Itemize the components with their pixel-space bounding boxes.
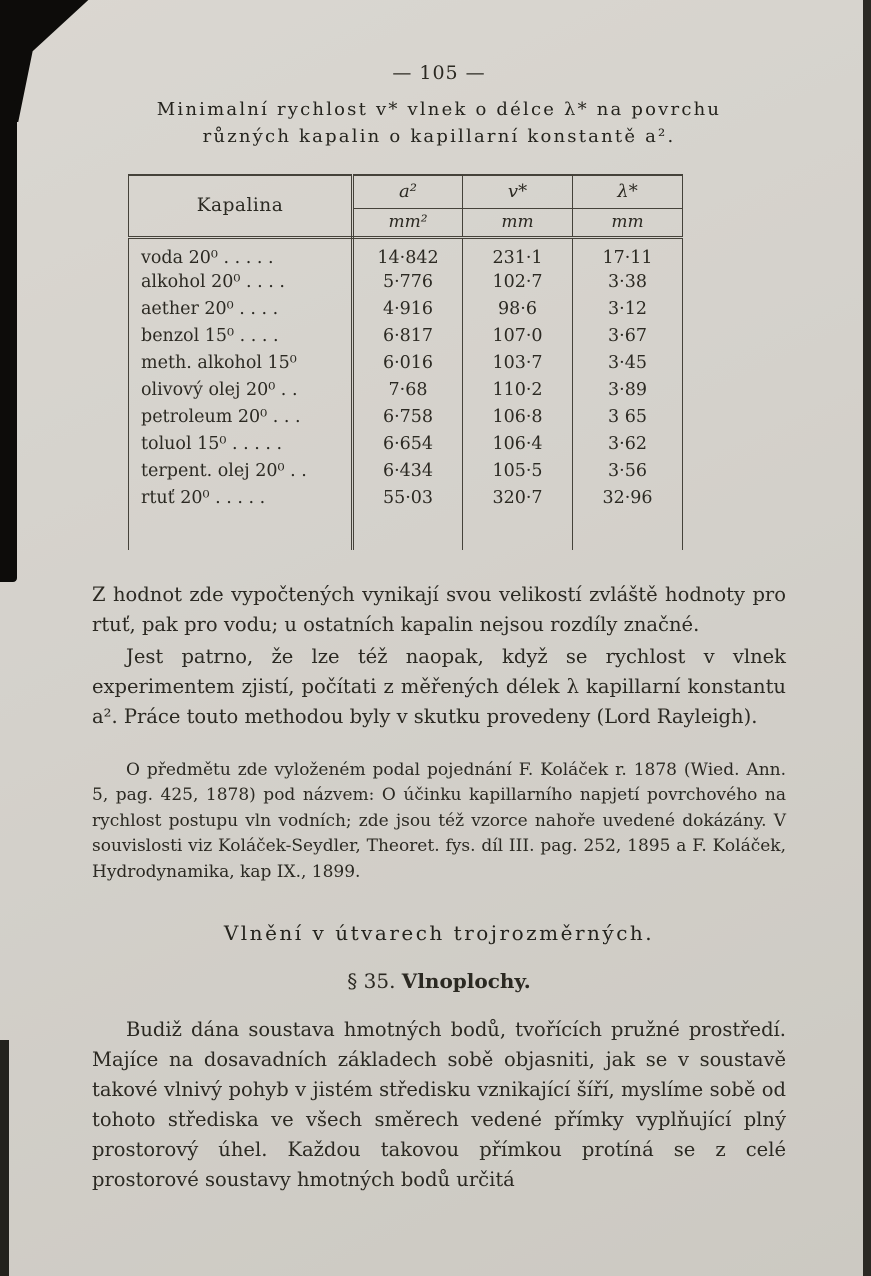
table-title xyxy=(92,96,786,150)
liquid-cell: toluol 15⁰ . . . . . xyxy=(129,431,353,458)
v-cell: 320·7 xyxy=(463,485,573,512)
table-spacer-row xyxy=(129,512,683,550)
a2-cell: 6·654 xyxy=(353,431,463,458)
table-row xyxy=(129,458,683,485)
v-cell: 106·8 xyxy=(463,404,573,431)
lambda-cell: 3·67 xyxy=(573,323,683,350)
table-row xyxy=(129,350,683,377)
header-lambda-unit: mm xyxy=(573,208,683,237)
section-subheading xyxy=(92,969,786,993)
liquid-cell: aether 20⁰ . . . . xyxy=(129,296,353,323)
table-header xyxy=(129,175,683,237)
table-row xyxy=(129,237,683,269)
lambda-cell: 3·12 xyxy=(573,296,683,323)
page-number: — 105 — xyxy=(392,62,486,84)
section-title: Vlnoplochy. xyxy=(401,969,531,994)
lambda-cell: 3·89 xyxy=(573,377,683,404)
a2-cell: 6·016 xyxy=(353,350,463,377)
v-cell: 105·5 xyxy=(463,458,573,485)
v-cell: 107·0 xyxy=(463,323,573,350)
table-row xyxy=(129,485,683,512)
a2-cell: 14·842 xyxy=(353,237,463,269)
a2-cell: 55·03 xyxy=(353,485,463,512)
header-lambda-symbol: λ* xyxy=(573,175,683,208)
lambda-cell: 32·96 xyxy=(573,485,683,512)
header-v-symbol: v* xyxy=(463,175,573,208)
table-body xyxy=(129,237,683,550)
table-row xyxy=(129,431,683,458)
v-cell: 102·7 xyxy=(463,269,573,296)
v-cell: 98·6 xyxy=(463,296,573,323)
v-cell: 103·7 xyxy=(463,350,573,377)
paragraph-1: Z hodnot zde vypočtených vynikají svou velikostí zvláště hodnoty pro rtuť, pak pro vodu; u ostatních kapalin nejsou rozdíly značné. xyxy=(92,582,786,636)
liquid-cell: olivový olej 20⁰ . . xyxy=(129,377,353,404)
lambda-cell: 3·62 xyxy=(573,431,683,458)
a2-cell: 6·758 xyxy=(353,404,463,431)
table-row xyxy=(129,377,683,404)
liquid-cell: alkohol 20⁰ . . . . xyxy=(129,269,353,296)
scan-artifact-right-edge xyxy=(863,0,871,1276)
paragraph-3-footnote: O předmětu zde vyloženém podal pojednání F. Koláček r. 1878 (Wied. Ann. 5, pag. 425, 1878) pod názvem: O účinku kapillarního napjetí povrchového na rychlost postupu vln vodních; zde jsou též vzorce nahoře uvedené dokázány. V souvislosti viz Koláček-Seydler, Theoret. fys. díl III. pag. 252, 1895 a F. Koláček, Hydrodynamika, kap IX., 1899. xyxy=(92,759,786,882)
lambda-cell: 3 65 xyxy=(573,404,683,431)
a2-cell: 6·434 xyxy=(353,458,463,485)
a2-cell: 4·916 xyxy=(353,296,463,323)
paragraph-4: Budiž dána soustava hmotných bodů, tvořících pružné prostředí. Majíce na dosavadních základech sobě objasniti, jak se v soustavě takové vlnivý pohyb v jistém středisku vznikající šíří, myslíme sobě od tohoto střediska ve všech směrech vedené přímky vyplňující plný prostorový úhel. Každou takovou přímkou protíná se z celé prostorové soustavy hmotných bodů určitá xyxy=(92,1018,786,1192)
lambda-cell: 3·45 xyxy=(573,350,683,377)
v-cell: 110·2 xyxy=(463,377,573,404)
liquid-cell: rtuť 20⁰ . . . . . xyxy=(129,485,353,512)
lambda-cell: 3·56 xyxy=(573,458,683,485)
header-kapalina: Kapalina xyxy=(129,175,353,237)
a2-cell: 6·817 xyxy=(353,323,463,350)
liquid-cell: voda 20⁰ . . . . . xyxy=(129,237,353,269)
table-row xyxy=(129,269,683,296)
table-title-line1: Minimalní rychlost v* vlnek o délce λ* na povrchu xyxy=(156,99,722,120)
table-row xyxy=(129,296,683,323)
table-row xyxy=(129,323,683,350)
liquid-cell: terpent. olej 20⁰ . . xyxy=(129,458,353,485)
table-row xyxy=(129,404,683,431)
liquid-cell: meth. alkohol 15⁰ xyxy=(129,350,353,377)
v-cell: 106·4 xyxy=(463,431,573,458)
paragraph-2: Jest patrno, že lze též naopak, když se rychlost v vlnek experimentem zjistí, počítati z měřených délek λ kapillarní konstantu a². Práce touto methodou byly v skutku provedeny (Lord Rayleigh). xyxy=(92,644,786,728)
a2-cell: 5·776 xyxy=(353,269,463,296)
a2-cell: 7·68 xyxy=(353,377,463,404)
liquid-cell: benzol 15⁰ . . . . xyxy=(129,323,353,350)
v-cell: 231·1 xyxy=(463,237,573,269)
header-v-unit: mm xyxy=(463,208,573,237)
liquids-table xyxy=(128,174,683,550)
table-title-line2: různých kapalin o kapillarní konstantě a². xyxy=(202,126,676,147)
scan-artifact-left-lower xyxy=(0,1040,9,1276)
section-heading: Vlnění v útvarech trojrozměrných. xyxy=(223,921,655,946)
lambda-cell: 17·11 xyxy=(573,237,683,269)
scan-artifact-left-edge xyxy=(0,100,17,582)
header-a2-unit: mm² xyxy=(353,208,463,237)
section-number: § 35. xyxy=(347,969,396,994)
lambda-cell: 3·38 xyxy=(573,269,683,296)
header-a2-symbol: a² xyxy=(353,175,463,208)
liquid-cell: petroleum 20⁰ . . . xyxy=(129,404,353,431)
